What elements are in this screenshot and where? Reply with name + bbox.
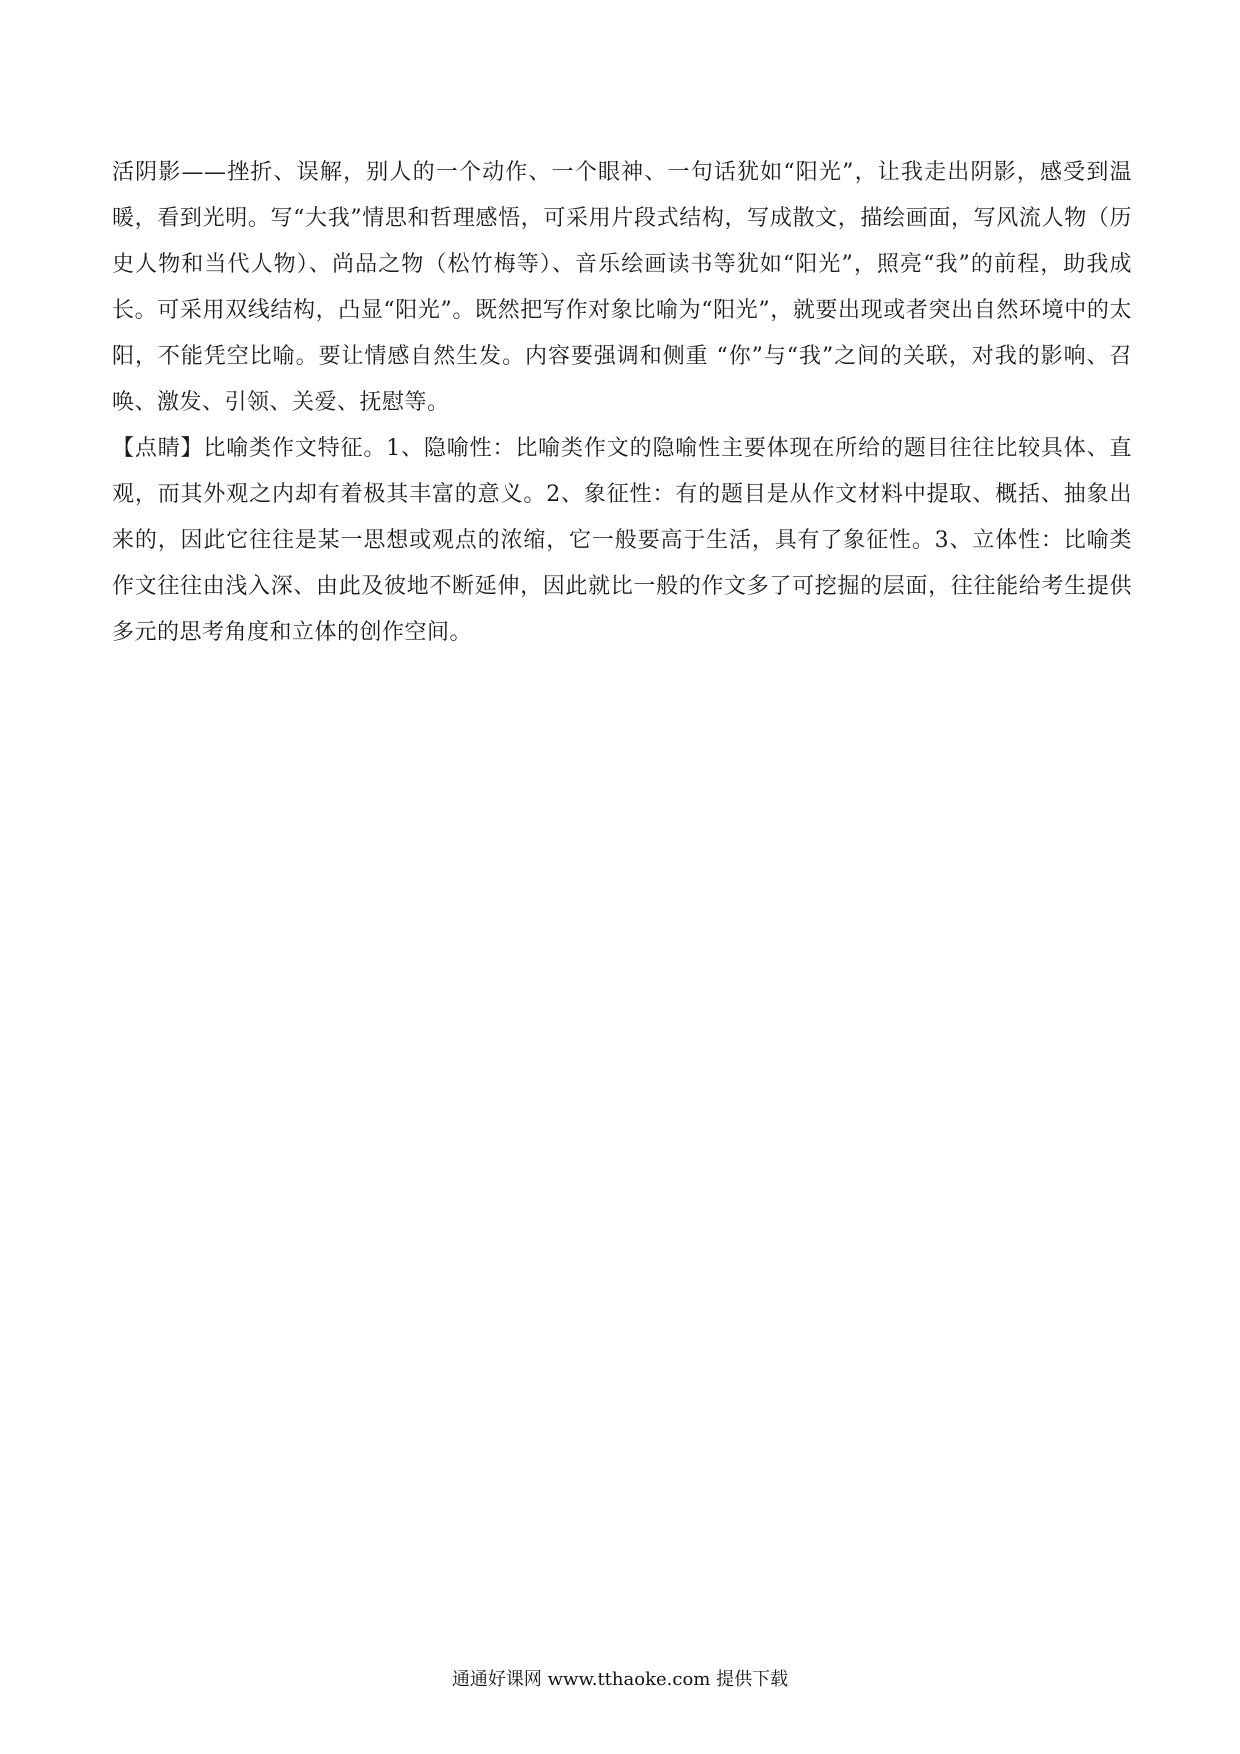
document-body bbox=[112, 150, 1132, 656]
dianjing-paragraph: 【点睛】比喻类作文特征。1、隐喻性：比喻类作文的隐喻性主要体现在所给的题目往往比较具体、直观，而其外观之内却有着极其丰富的意义。2、象征性：有的题目是从作文材料中提取、概括、抽象出来的，因此它往往是某一思想或观点的浓缩，它一般要高于生活，具有了象征性。3、立体性：比喻类作文往往由浅入深、由此及彼地不断延伸，因此就比一般的作文多了可挖掘的层面，往往能给考生提供多元的思考角度和立体的创作空间。 bbox=[112, 436, 1132, 645]
body-paragraph: 活阴影——挫折、误解，别人的一个动作、一个眼神、一句话犹如“阳光”，让我走出阴影，感受到温暖，看到光明。写“大我”情思和哲理感悟，可采用片段式结构，写成散文，描绘画面，写风流人物（历史人物和当代人物）、尚品之物（松竹梅等）、音乐绘画读书等犹如“阳光”，照亮“我”的前程，助我成长。可采用双线结构，凸显“阳光”。既然把写作对象比喻为“阳光”，就要出现或者突出自然环境中的太阳，不能凭空比喻。要让情感自然生发。内容要强调和侧重 “你”与“我”之间的关联，对我的影响、召唤、激发、引领、关爱、抚慰等。 bbox=[112, 160, 1132, 415]
page-footer: 通通好课网 www.tthaoke.com 提供下载 bbox=[451, 1669, 789, 1690]
